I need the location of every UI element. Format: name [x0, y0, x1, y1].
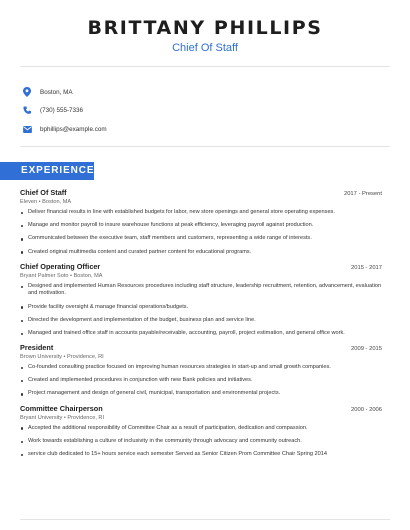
- job-organization: Bryant University • Providence, RI: [20, 414, 105, 421]
- job-title: Chief Of Staff: [20, 188, 67, 197]
- location-pin-icon: [22, 87, 32, 97]
- job-title: President: [20, 343, 54, 353]
- candidate-name: BRITTANY PHILLIPS: [87, 17, 323, 39]
- contact-location-text: Boston, MA: [40, 88, 73, 96]
- job-bullet: service club dedicated to 15+ hours service each semester Served as Senior Citizen Prom Committee Chair Spring 2014: [20, 451, 382, 459]
- phone-icon: [22, 106, 32, 116]
- job-title: Chief Operating Officer: [20, 261, 101, 271]
- contact-list: [22, 83, 107, 139]
- contact-email: [22, 120, 107, 138]
- job-dates: 2009 - 2015: [351, 346, 382, 353]
- job-bullet: Created original multimedia content and curated partner content for educational programs.: [20, 249, 382, 257]
- job-bullet: Work towards establishing a culture of inclusivity in the community through advocacy and community outreach.: [20, 438, 382, 446]
- job-entry: [20, 343, 382, 398]
- job-dates: 2000 - 2006: [351, 406, 382, 413]
- job-bullet: Designed and implemented Human Resources procedures including staff structure, leadership recruitment, retention, advancement, evaluation and motivation.: [20, 283, 382, 298]
- section-heading-experience: EXPERIENCE: [0, 162, 94, 180]
- job-title: Committee Chairperson: [20, 403, 103, 413]
- job-organization: Bryant Palmer Soto • Boston, MA: [20, 272, 103, 279]
- job-bullet: Deliver financial results in line with established budgets for labor, new store openings and general store operating expenses.: [20, 209, 382, 217]
- job-organization: Brown University • Providence, RI: [20, 354, 104, 361]
- job-dates: 2017 - Present: [343, 191, 382, 197]
- job-entry: [20, 262, 382, 338]
- job-bullet: Project management and design of general civil, municipal, transportation and environmental projects.: [20, 390, 382, 398]
- divider: [20, 146, 390, 147]
- job-bullet: Communicated between the executive team, staff members and customers, representing a wide range of interests.: [20, 235, 382, 243]
- contact-phone-text: (730) 555-7336: [40, 107, 84, 114]
- job-bullet: Manage and monitor payroll to insure warehouse functions at peak efficiency, leveraging payroll against production.: [20, 222, 382, 230]
- contact-location: [22, 83, 107, 101]
- resume-header: [0, 0, 410, 55]
- contact-email-text: bphillips@example.com: [40, 125, 107, 133]
- job-bullet: Provide facility oversight & manage financial operations/budgets.: [20, 304, 382, 312]
- divider: [20, 519, 390, 520]
- experience-list: [20, 188, 382, 464]
- job-bullet: Accepted the additional responsibility of Committee Chair as a result of participation, dedication and compassion.: [20, 425, 382, 433]
- job-bullet: Directed the development and implementation of the budget, business plan and service line.: [20, 317, 382, 325]
- divider: [20, 66, 390, 67]
- job-entry: [20, 188, 382, 256]
- job-entry: [20, 404, 382, 459]
- candidate-title: Chief Of Staff: [172, 42, 238, 54]
- job-organization: Eleven • Boston, MA: [20, 199, 72, 205]
- job-bullet: Created and implemented procedures in conjunction with new Bank policies and initiatives.: [20, 377, 382, 385]
- email-icon: [22, 124, 32, 134]
- job-bullet: Co-founded consulting practice focused on improving human resources strategies in start-up and small growth companies.: [20, 364, 382, 372]
- contact-phone: [22, 102, 107, 120]
- job-bullet: Managed and trained office staff in accounts payable/receivable, accounting, payroll, project estimation, and general office work.: [20, 330, 382, 338]
- job-dates: 2015 - 2017: [351, 264, 382, 271]
